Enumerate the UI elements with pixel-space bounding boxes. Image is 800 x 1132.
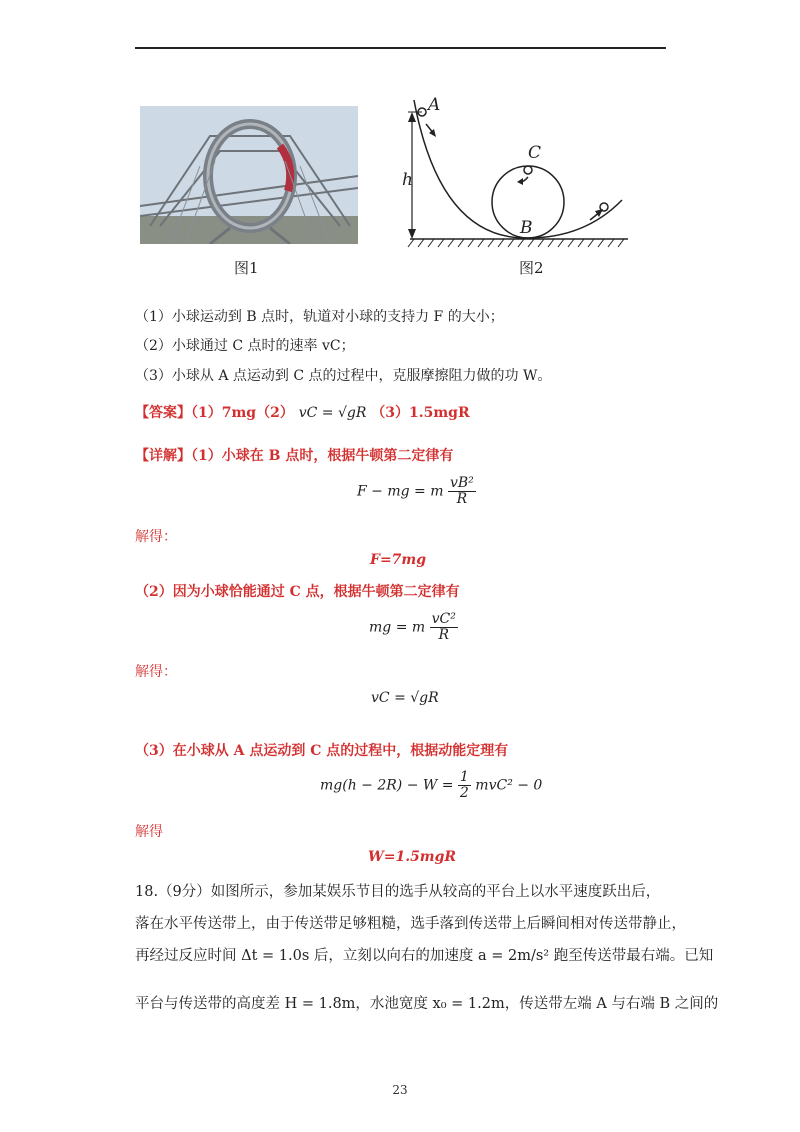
height-label: h [402, 170, 413, 190]
page-number: 23 [392, 1083, 408, 1097]
detail-label: 【详解】 [135, 448, 191, 464]
point-c-label: C [528, 143, 542, 163]
eq2-left: mg = m [369, 619, 426, 636]
point-a-label: A [428, 95, 441, 115]
eq2-den: R [438, 627, 449, 643]
roller-coaster-illustration [140, 106, 358, 244]
eq1-num: vB² [449, 475, 474, 491]
answer-part1: （1）7mg（2） [191, 405, 294, 421]
q18-line2: 落在水平传送带上，由于传送带足够粗糙，选手落到传送带上后瞬间相对传送带静止， [135, 916, 686, 932]
header-rule [135, 47, 666, 49]
question-1: （1）小球运动到 B 点时，轨道对小球的支持力 F 的大小； [135, 309, 504, 325]
eq1-left: F − mg = m [357, 483, 444, 500]
detail-step1 [135, 445, 453, 465]
fig1-caption: 图1 [234, 259, 259, 277]
result-3: W=1.5mgR [368, 849, 457, 865]
eq1-den: R [456, 491, 468, 507]
equation-1 [357, 476, 476, 507]
eq2-num: vC² [431, 611, 456, 627]
roller-coaster-photo [140, 106, 358, 244]
equation-3 [320, 770, 542, 801]
q18-line4: 平台与传送带的高度差 H = 1.8m，水池宽度 x₀ = 1.2m，传送带左端 A 与右端 B 之间的 [135, 996, 719, 1012]
question-3: （3）小球从 A 点运动到 C 点的过程中，克服摩擦阻力做的功 W。 [135, 368, 552, 384]
eq3-right: mvC² − 0 [475, 777, 543, 794]
answer-line [135, 402, 470, 422]
point-b-label: B [520, 218, 533, 238]
question-2: （2）小球通过 C 点时的速率 vC； [135, 338, 355, 354]
result-2: vC = √gR [371, 690, 439, 706]
track-diagram [400, 90, 635, 250]
solve-1: 解得： [135, 529, 177, 545]
ground-hatching [408, 239, 624, 247]
eq3-num: 1 [459, 769, 469, 785]
answer-part3: （3）1.5mgR [371, 405, 470, 421]
eq3-left: mg(h − 2R) − W = [320, 777, 454, 794]
q18-line3: 再经过反应时间 Δt = 1.0s 后，立刻以向右的加速度 a = 2m/s² 跑至传送带最右端。已知 [135, 948, 714, 964]
result-1: F=7mg [370, 552, 427, 568]
fig2-caption: 图2 [519, 259, 544, 277]
solve-2: 解得： [135, 664, 177, 680]
track-curve [414, 100, 622, 238]
answer-part2: vC = √gR [298, 405, 367, 421]
eq3-den: 2 [459, 785, 469, 801]
detail-step3: （3）在小球从 A 点运动到 C 点的过程中，根据动能定理有 [135, 743, 509, 759]
answer-label: 【答案】 [135, 405, 191, 421]
equation-2 [369, 612, 458, 643]
q18-line1: 18.（9分）如图所示，参加某娱乐节目的选手从较高的平台上以水平速度跃出后， [135, 884, 661, 900]
detail-step2: （2）因为小球恰能通过 C 点，根据牛顿第二定律有 [135, 584, 460, 600]
solve-3: 解得 [135, 824, 163, 840]
ball-c [524, 166, 532, 174]
detail-step1-text: （1）小球在 B 点时，根据牛顿第二定律有 [191, 448, 454, 464]
